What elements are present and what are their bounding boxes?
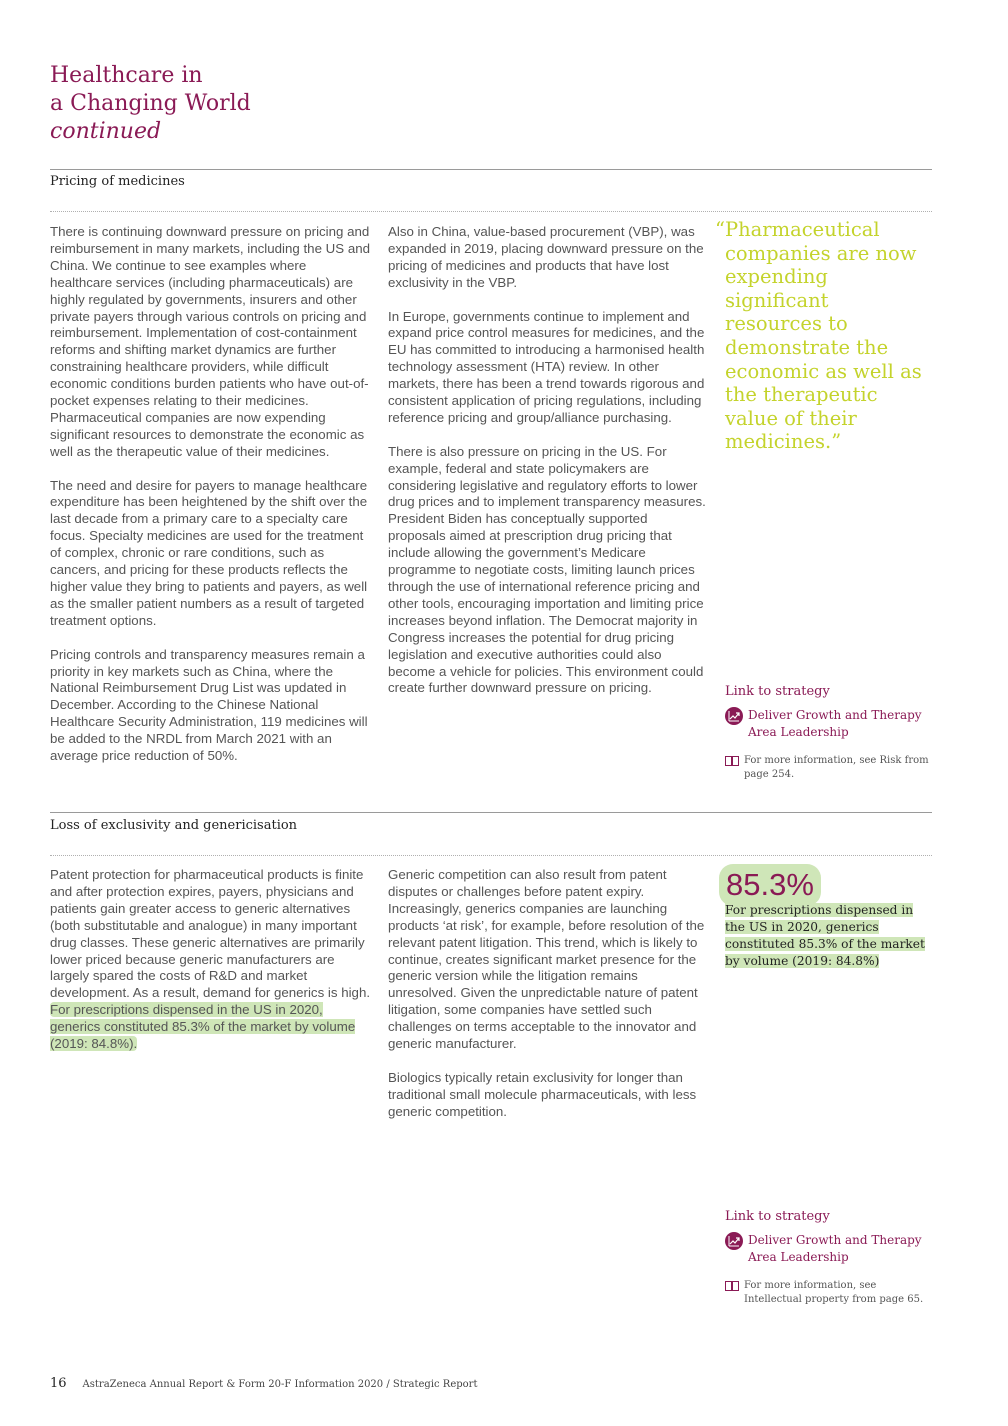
dotted-divider xyxy=(50,855,932,856)
section-divider xyxy=(50,812,932,813)
title-continued: continued xyxy=(50,119,162,144)
link-to-strategy-label: Link to strategy xyxy=(725,1209,830,1224)
stat-caption-text: For prescriptions dispensed in the US in 2020, generics constituted 85.3% of the market by volume (2019: 84.8%) xyxy=(725,903,925,968)
strategy-link-text[interactable]: Deliver Growth and Therapy Area Leadership xyxy=(748,708,922,739)
paragraph-text: Patent protection for pharmaceutical products is finite and after protection expires, payers, physicians and patients gain greater access to generic alternatives (both substitutable and analogue) in many important drug classes. These generic alternatives are primarily lower priced because generic manufacturers are largely spared the costs of R&D and market development. As a result, demand for generics is high. xyxy=(50,867,371,1001)
page-number: 16 xyxy=(50,1376,67,1391)
page-title xyxy=(50,62,251,146)
exclusivity-column-1 xyxy=(50,867,372,1070)
paragraph: There is also pressure on pricing in the US. For example, federal and state policymakers are considering legislative and regulatory efforts to lower drug prices and to implement transparency measures. President Biden has conceptually supported proposals aimed at prescription drug pricing that include allowing the government’s Medicare programme to negotiate costs, limiting launch prices through the use of international reference pricing and other tools, encouraging importation and limiting price increases beyond inflation. The Democrat majority in Congress increases the potential for drug pricing legislation and executive authorities could also become a vehicle for policies. This environment could create further downward pressure on pricing. xyxy=(388,443,706,696)
pull-quote xyxy=(715,218,930,454)
pricing-column-1 xyxy=(50,224,372,782)
growth-chart-icon xyxy=(725,707,743,725)
more-info-text: For more information, see Risk from page 254. xyxy=(744,755,929,780)
paragraph: There is continuing downward pressure on pricing and reimbursement in many markets, including the US and China. We continue to see examples where healthcare services (including pharmaceuticals) are highly regulated by governments, insurers and other private payers through various controls on pricing and reimbursement. Implementation of cost-containment reforms and shifting market dynamics are further constraining healthcare providers, while difficult economic conditions burden patients who have out-of-pocket expenses relating to their medicines. Pharmaceutical companies are now expending significant resources to demonstrate the economic as well as the therapeutic value of their medicines. xyxy=(50,224,371,459)
section-heading-pricing: Pricing of medicines xyxy=(50,174,185,189)
more-info-text: For more information, see Intellectual property from page 65. xyxy=(744,1280,924,1305)
exclusivity-column-2 xyxy=(388,867,706,1137)
paragraph: Pricing controls and transparency measures remain a priority in key markets such as China, where the National Reimbursement Drug List was updated in December. According to the Chinese National Healthcare Security Administration, 119 medicines will be added to the NRDL from March 2021 with an average price reduction of 50%. xyxy=(50,646,368,764)
link-to-strategy-label: Link to strategy xyxy=(725,684,830,699)
strategy-link-text[interactable]: Deliver Growth and Therapy Area Leadership xyxy=(748,1233,922,1264)
title-line-1: Healthcare in xyxy=(50,63,203,88)
stat-value: 85.3% xyxy=(719,864,821,906)
dotted-divider xyxy=(50,211,932,212)
paragraph: Generic competition can also result from patent disputes or challenges before patent expiry. Increasingly, generics companies are launching products ‘at risk’, for example, before resolution of the relevant patent litigation. This trend, which is likely to continue, creates significant market presence for the generic version while the litigation remains unresolved. Given the unpredictable nature of patent litigation, some companies have settled such challenges on terms acceptable to the innovator and generic manufacturer. xyxy=(388,867,705,1052)
title-line-2: a Changing World xyxy=(50,91,251,116)
highlighted-statistic-text: For prescriptions dispensed in the US in 2020, generics constituted 85.3% of the market by volume (2019: 84.8%). xyxy=(50,1002,356,1052)
paragraph: Biologics typically retain exclusivity for longer than traditional small molecule pharmaceuticals, with less generic competition. xyxy=(388,1069,697,1119)
page-footer xyxy=(50,1376,477,1391)
paragraph: Also in China, value-based procurement (VBP), was expanded in 2019, placing downward pressure on the pricing of medicines and products that have lost exclusivity in the VBP. xyxy=(388,224,704,290)
paragraph: In Europe, governments continue to implement and expand price control measures for medicines, and the EU has committed to introducing a harmonised health technology assessment (HTA) review. In other markets, there has been a trend towards rigorous and consistent application of pricing regulations, including reference pricing and group/alliance purchasing. xyxy=(388,308,705,425)
book-icon xyxy=(725,1281,739,1291)
pricing-column-2 xyxy=(388,224,706,714)
quote-open-mark: “ xyxy=(715,218,725,241)
growth-chart-icon xyxy=(725,1232,743,1250)
footer-text: AstraZeneca Annual Report & Form 20-F Information 2020 / Strategic Report xyxy=(82,1379,478,1390)
section-divider xyxy=(50,169,932,170)
book-icon xyxy=(725,756,739,766)
quote-text: Pharmaceutical companies are now expending significant resources to demonstrate the economic as well as the therapeutic value of their medicines.” xyxy=(725,218,922,454)
stat-caption xyxy=(725,902,935,970)
paragraph xyxy=(50,867,372,1053)
section-heading-exclusivity: Loss of exclusivity and genericisation xyxy=(50,818,298,833)
paragraph: The need and desire for payers to manage healthcare expenditure has been heightened by the shift over the last decade from a primary care to a specialty care focus. Specialty medicines are used for the treatment of complex, chronic or rare conditions, such as cancers, and pricing for these products reflects the higher value they bring to patients and payers, as well as the smaller patient numbers as a result of targeted treatment options. xyxy=(50,477,368,628)
